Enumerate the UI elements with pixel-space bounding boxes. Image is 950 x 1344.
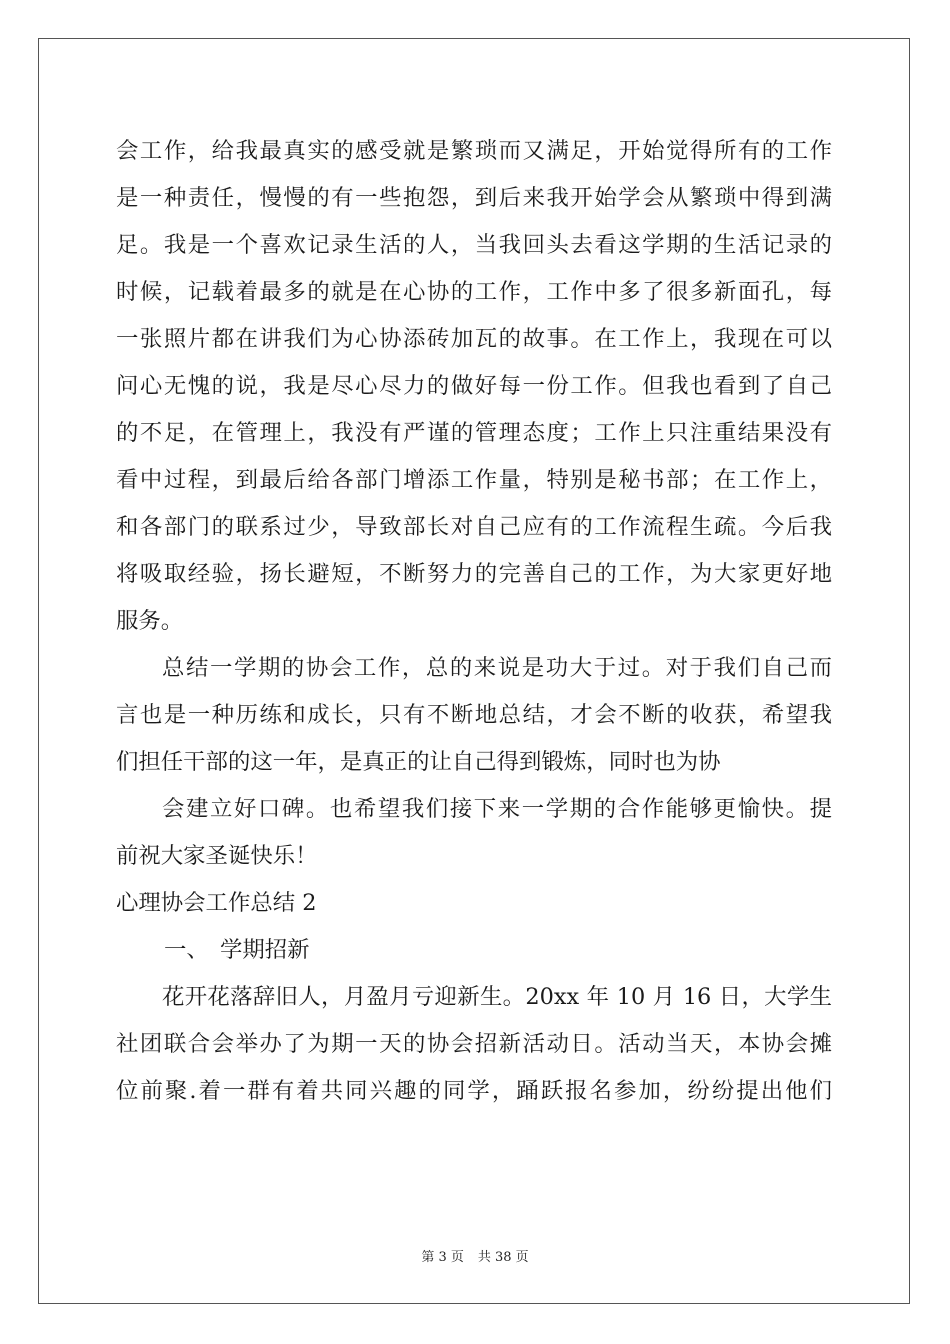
paragraph-start-line: 会建立好口碑。也希望我们接下来一学期的合作能够更愉快。提 [162, 796, 832, 822]
text-line: 位前聚.着一群有着共同兴趣的同学，踊跃报名参加，纷纷提出他们 [116, 1078, 832, 1104]
text-line: 将吸取经验，扬长避短，不断努力的完善自己的工作，为大家更好地 [116, 561, 832, 587]
paragraph-start-line: 总结一学期的协会工作，总的来说是功大于过。对于我们自己而 [162, 655, 832, 681]
text-line: 们担任干部的这一年，是真正的让自己得到锻炼，同时也为协 [116, 749, 721, 775]
text-line: 言也是一种历练和成长，只有不断地总结，才会不断的收获，希望我 [116, 702, 832, 728]
text-line: 的不足，在管理上，我没有严谨的管理态度；工作上只注重结果没有 [116, 420, 832, 446]
page-total: 共 38 页 [477, 1250, 529, 1265]
text-line: 社团联合会举办了为期一天的协会招新活动日。活动当天，本协会摊 [116, 1031, 832, 1057]
paragraph-start-line: 花开花落辞旧人，月盈月亏迎新生。20xx 年 10 月 16 日，大学生 [162, 984, 832, 1010]
text-line: 和各部门的联系过少，导致部长对自己应有的工作流程生疏。今后我 [116, 514, 832, 540]
text-line: 问心无愧的说，我是尽心尽力的做好每一份工作。但我也看到了自己 [116, 373, 832, 399]
text-line: 是一种责任，慢慢的有一些抱怨，到后来我开始学会从繁琐中得到满 [116, 185, 832, 211]
text-line: 一张照片都在讲我们为心协添砖加瓦的故事。在工作上，我现在可以 [116, 326, 832, 352]
page-number: 第 3 页 [421, 1250, 464, 1265]
document-body [116, 128, 832, 1115]
section-title: 心理协会工作总结 2 [116, 890, 317, 916]
text-line: 看中过程，到最后给各部门增添工作量，特别是秘书部；在工作上， [116, 467, 832, 493]
text-line: 前祝大家圣诞快乐！ [116, 843, 318, 869]
text-line: 时候，记载着最多的就是在心协的工作，工作中多了很多新面孔，每 [116, 279, 832, 305]
text-line: 足。我是一个喜欢记录生活的人，当我回头去看这学期的生活记录的 [116, 232, 832, 258]
page-footer [0, 1246, 950, 1265]
text-line: 服务。 [116, 608, 184, 634]
section-heading: 一、 学期招新 [164, 937, 310, 963]
text-line: 会工作，给我最真实的感受就是繁琐而又满足，开始觉得所有的工作 [116, 138, 832, 164]
